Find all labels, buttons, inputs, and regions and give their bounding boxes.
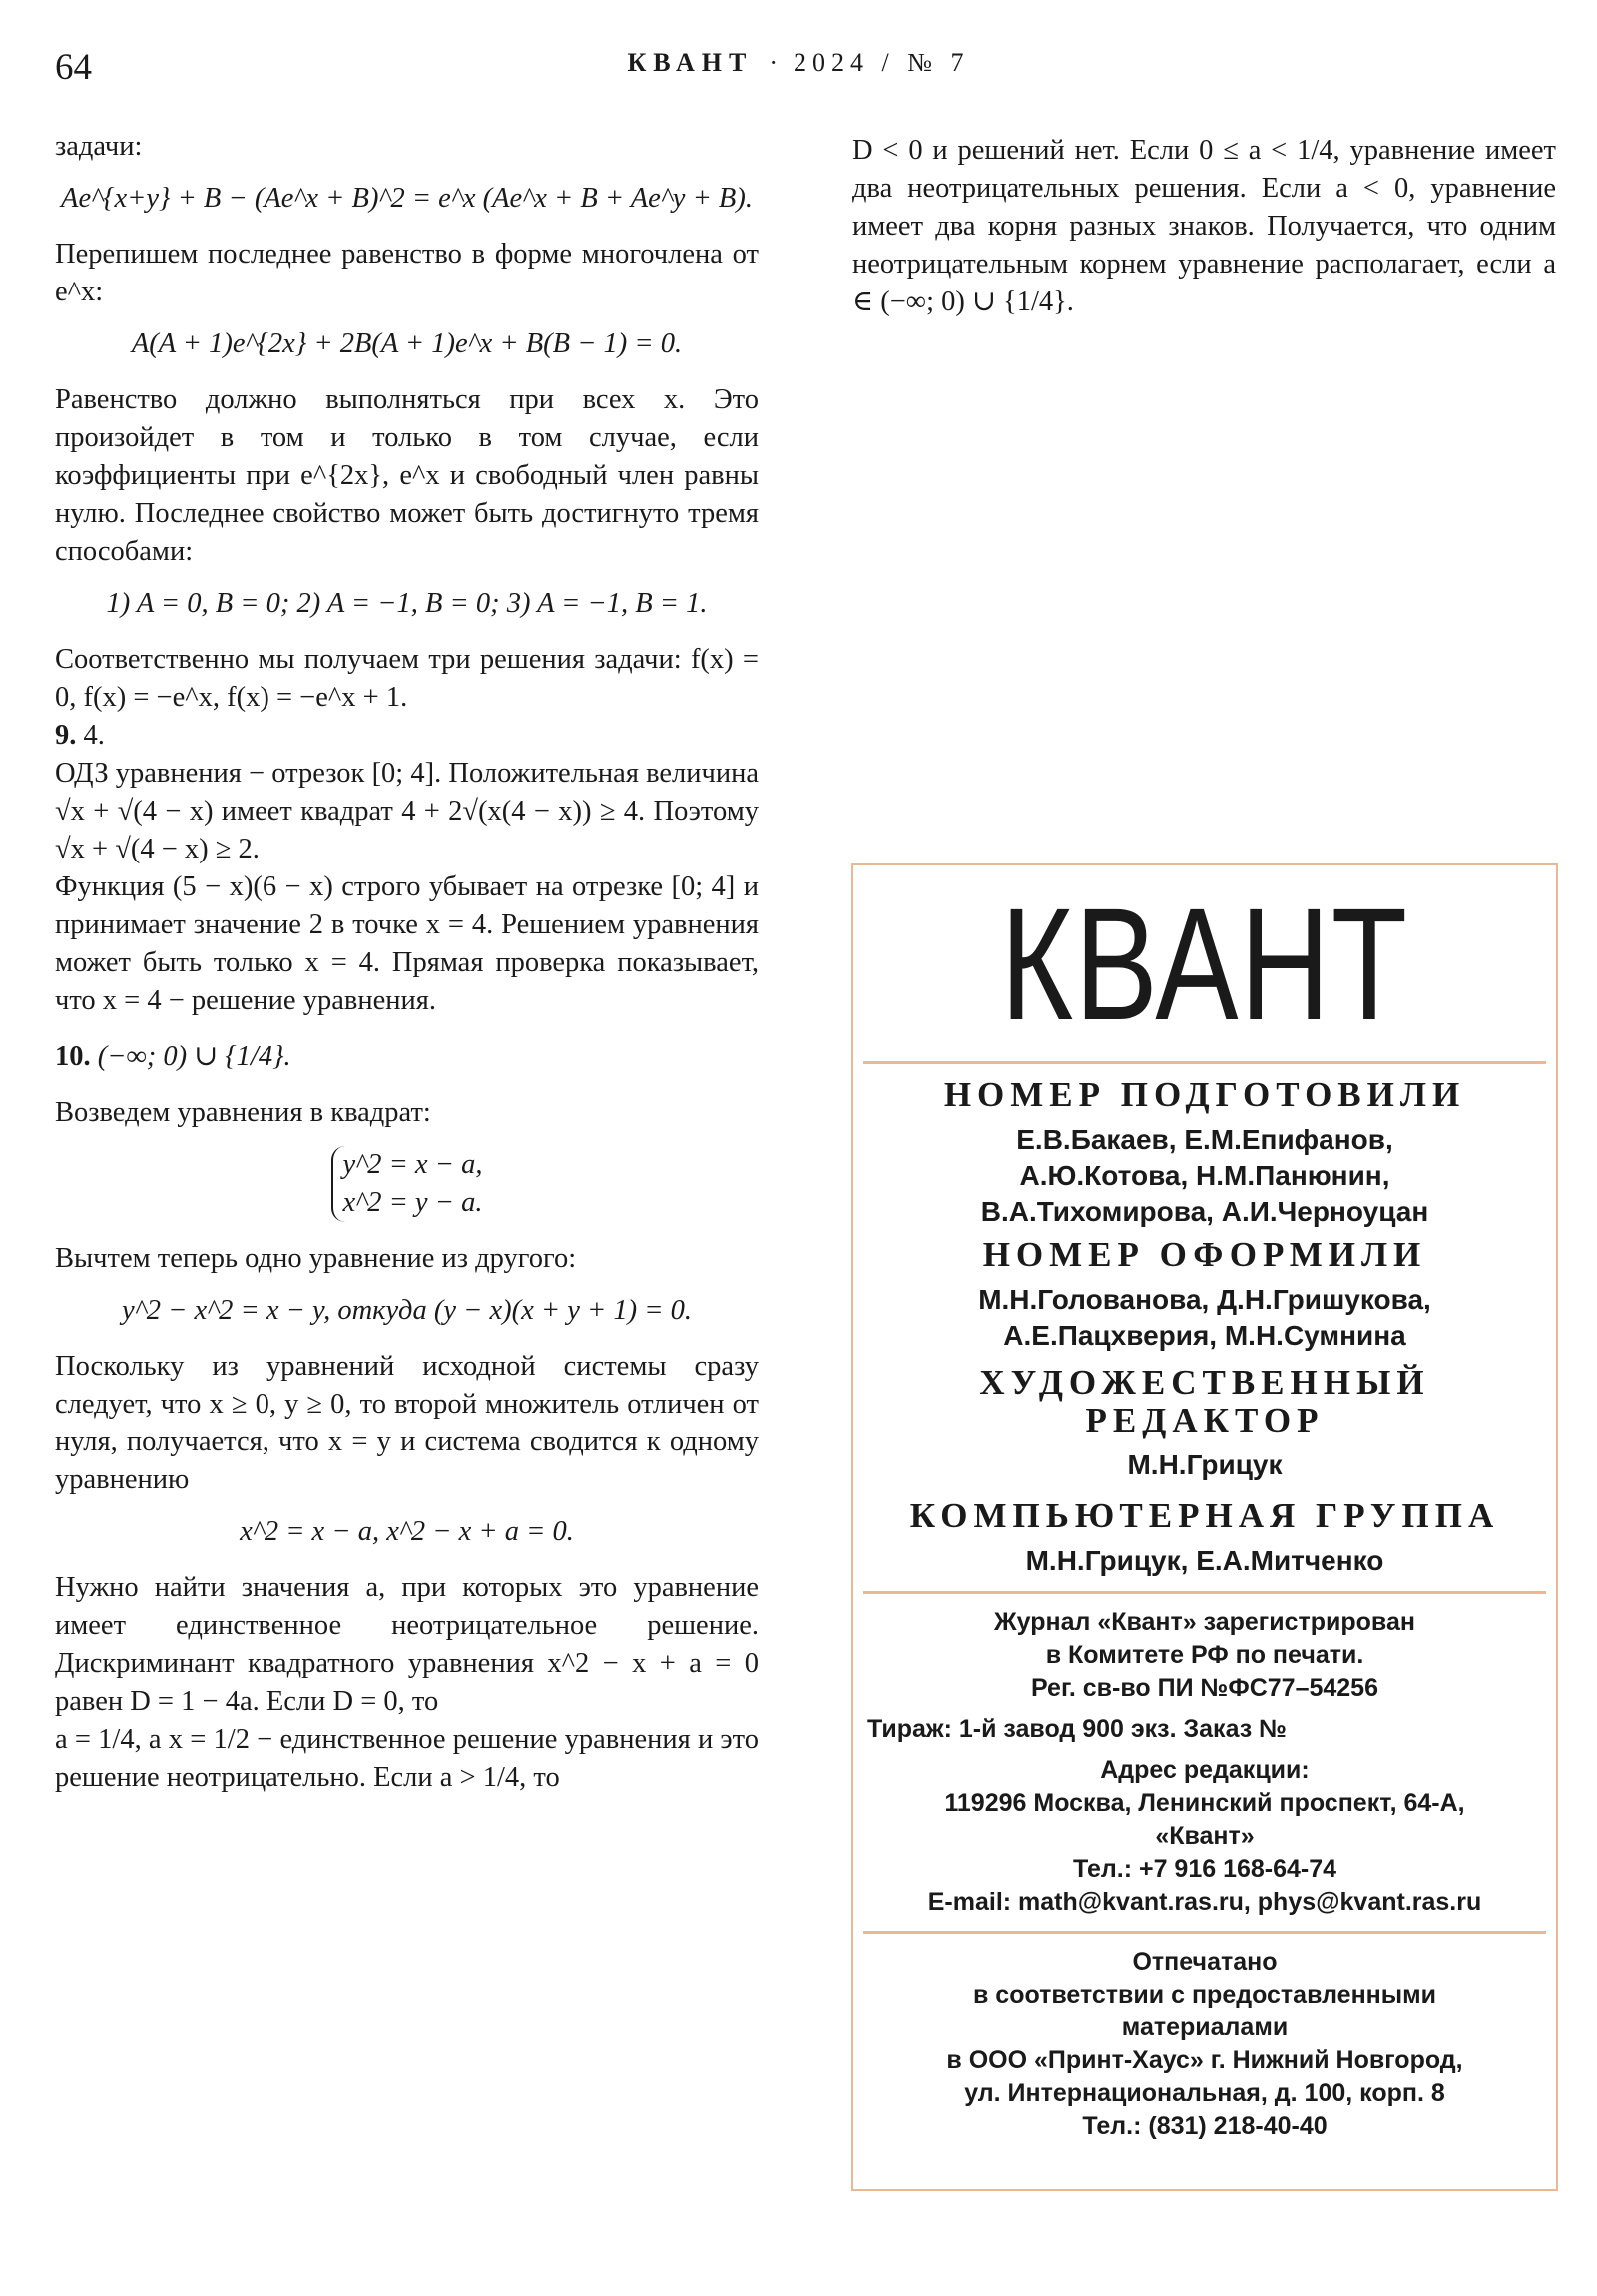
- art-editor-title-line-2: РЕДАКТОР: [1085, 1401, 1325, 1439]
- divider: [863, 1931, 1546, 1934]
- answer-9-number: 9.: [55, 720, 77, 751]
- art-editor-title: [853, 1364, 1556, 1439]
- imprint-box: [851, 863, 1558, 2191]
- registration-info: [853, 1606, 1556, 1705]
- paragraph-3: Соответственно мы получаем три решения задачи: f(x) = 0, f(x) = −e^x, f(x) = −e^x + 1.: [55, 644, 759, 713]
- address-line: Адрес редакции:: [1100, 1756, 1310, 1784]
- printing-line: ул. Интернациональная, д. 100, корп. 8: [964, 2079, 1445, 2107]
- paragraph-7: Поскольку из уравнений исходной системы сразу следует, что x ≥ 0, y ≥ 0, то второй множитель отличен от нуля, получается, что x = y и система сводится к одному уравнению: [55, 1351, 759, 1495]
- printing-info: [853, 1946, 1556, 2143]
- text-intro: задачи:: [55, 131, 143, 162]
- printing-line: в соответствии с предоставленными: [972, 1981, 1436, 2009]
- header-separator: ·: [769, 48, 779, 77]
- equation-5: x^2 = x − a, x^2 − x + a = 0.: [240, 1516, 574, 1547]
- system-line-1: y^2 = x − a,: [342, 1149, 483, 1180]
- page-number: 64: [55, 47, 92, 88]
- paragraph-4b: Функция (5 − x)(6 − x) строго убывает на отрезке [0; 4] и принимает значение 2 в точке x = 4. Решением уравнения может быть только x = 4. Прямая проверка показывает, что x = 4 − решение уравнения.: [55, 871, 759, 1016]
- equation-2: A(A + 1)e^{2x} + 2B(A + 1)e^x + B(B − 1) = 0.: [131, 328, 683, 359]
- designed-names: [853, 1282, 1556, 1354]
- answer-10: [55, 1038, 759, 1076]
- paragraph-6: Вычтем теперь одно уравнение из другого:: [55, 1243, 577, 1274]
- registration-line: Рег. св-во ПИ №ФС77–54256: [1031, 1674, 1378, 1702]
- designed-name-line: А.Е.Пацхверия, М.Н.Сумнина: [1003, 1320, 1406, 1351]
- printing-line: материалами: [1121, 2013, 1289, 2041]
- printing-line: Тел.: (831) 218-40-40: [1082, 2112, 1328, 2140]
- system-line-2: x^2 = y − a.: [342, 1187, 483, 1218]
- printing-line: Отпечатано: [1132, 1948, 1278, 1976]
- registration-line: Журнал «Квант» зарегистрирован: [994, 1608, 1415, 1636]
- paragraph-1: Перепишем последнее равенство в форме многочлена от e^x:: [55, 239, 759, 307]
- divider: [863, 1591, 1546, 1594]
- computer-group-title: КОМПЬЮТЕРНАЯ ГРУППА: [909, 1496, 1500, 1535]
- paragraph-2: Равенство должно выполняться при всех x. Это произойдет в том и только в том случае, если коэффициенты при e^{2x}, e^x и свободный член равны нулю. Последнее свойство может быть достигнуто тремя способами:: [55, 384, 759, 567]
- answer-10-number: 10.: [55, 1041, 91, 1072]
- system-brace: [331, 1146, 483, 1222]
- prepared-name-line: А.Ю.Котова, Н.М.Панюнин,: [1019, 1160, 1390, 1191]
- prepared-name-line: Е.В.Бакаев, Е.М.Епифанов,: [1016, 1124, 1393, 1155]
- circulation-line: Тираж: 1-й завод 900 экз. Заказ №: [867, 1715, 1288, 1743]
- registration-line: в Комитете РФ по печати.: [1045, 1641, 1364, 1669]
- prepared-name-line: В.А.Тихомирова, А.И.Черноуцан: [980, 1196, 1429, 1227]
- answer-9: [55, 717, 759, 755]
- phone-line: Тел.: +7 916 168-64-74: [1072, 1855, 1337, 1883]
- circulation-info: [853, 1713, 1556, 1746]
- designed-name-line: М.Н.Голованова, Д.Н.Гришукова,: [978, 1284, 1431, 1315]
- kvant-logo: КВАНТ: [1000, 874, 1409, 1053]
- equation-system: [55, 1146, 759, 1222]
- answer-9-value: 4.: [83, 720, 105, 751]
- left-column: [55, 128, 759, 1797]
- prepared-names: [853, 1122, 1556, 1230]
- address-line: 119296 Москва, Ленинский проспект, 64-А,: [944, 1789, 1465, 1817]
- paragraph-5: Возведем уравнения в квадрат:: [55, 1097, 431, 1128]
- designed-title: НОМЕР ОФОРМИЛИ: [982, 1235, 1427, 1274]
- address-line: «Квант»: [1155, 1822, 1255, 1850]
- right-column: [852, 132, 1556, 321]
- running-header: [0, 48, 1597, 78]
- address-info: [853, 1754, 1556, 1919]
- right-paragraph-1: D < 0 и решений нет. Если 0 ≤ a < 1/4, уравнение имеет два неотрицательных решения. Если a < 0, уравнение имеет два корня разных знаков. Получается, что одним неотрицательным корнем уравнение располагает, если a ∈ (−∞; 0) ∪ {1/4}.: [852, 135, 1556, 317]
- art-editor-name: М.Н.Грицук: [1127, 1449, 1283, 1480]
- divider: [863, 1061, 1546, 1064]
- art-editor-title-line-1: ХУДОЖЕСТВЕННЫЙ: [979, 1363, 1430, 1402]
- paragraph-8a: Нужно найти значения a, при которых это уравнение имеет единственное неотрицательное решение. Дискриминант квадратного уравнения x^2 − x + a = 0 равен D = 1 − 4a. Если D = 0, то: [55, 1572, 759, 1717]
- equation-3: 1) A = 0, B = 0; 2) A = −1, B = 0; 3) A = −1, B = 1.: [106, 588, 708, 619]
- paragraph-4a: ОДЗ уравнения − отрезок [0; 4]. Положительная величина √x + √(4 − x) имеет квадрат 4 + 2√(x(4 − x)) ≥ 4. Поэтому √x + √(4 − x) ≥ 2.: [55, 758, 759, 864]
- paragraph-8b: a = 1/4, а x = 1/2 − единственное решение уравнения и это решение неотрицательно. Если a > 1/4, то: [55, 1724, 759, 1793]
- printing-line: в ООО «Принт-Хаус» г. Нижний Новгород,: [946, 2046, 1463, 2074]
- equation-1: Ae^{x+y} + B − (Ae^x + B)^2 = e^x (Ae^x + B + Ae^y + B).: [61, 183, 753, 214]
- magazine-title: КВАНТ: [627, 48, 754, 77]
- prepared-title: НОМЕР ПОДГОТОВИЛИ: [943, 1075, 1466, 1114]
- computer-group-names: М.Н.Грицук, Е.А.Митченко: [1025, 1545, 1384, 1576]
- issue-number: 2024 / № 7: [794, 48, 970, 77]
- answer-10-value: (−∞; 0) ∪ {1/4}.: [97, 1041, 291, 1072]
- equation-4: y^2 − x^2 = x − y, откуда (y − x)(x + y + 1) = 0.: [122, 1295, 692, 1326]
- email-line: E-mail: math@kvant.ras.ru, phys@kvant.ras.ru: [927, 1888, 1482, 1916]
